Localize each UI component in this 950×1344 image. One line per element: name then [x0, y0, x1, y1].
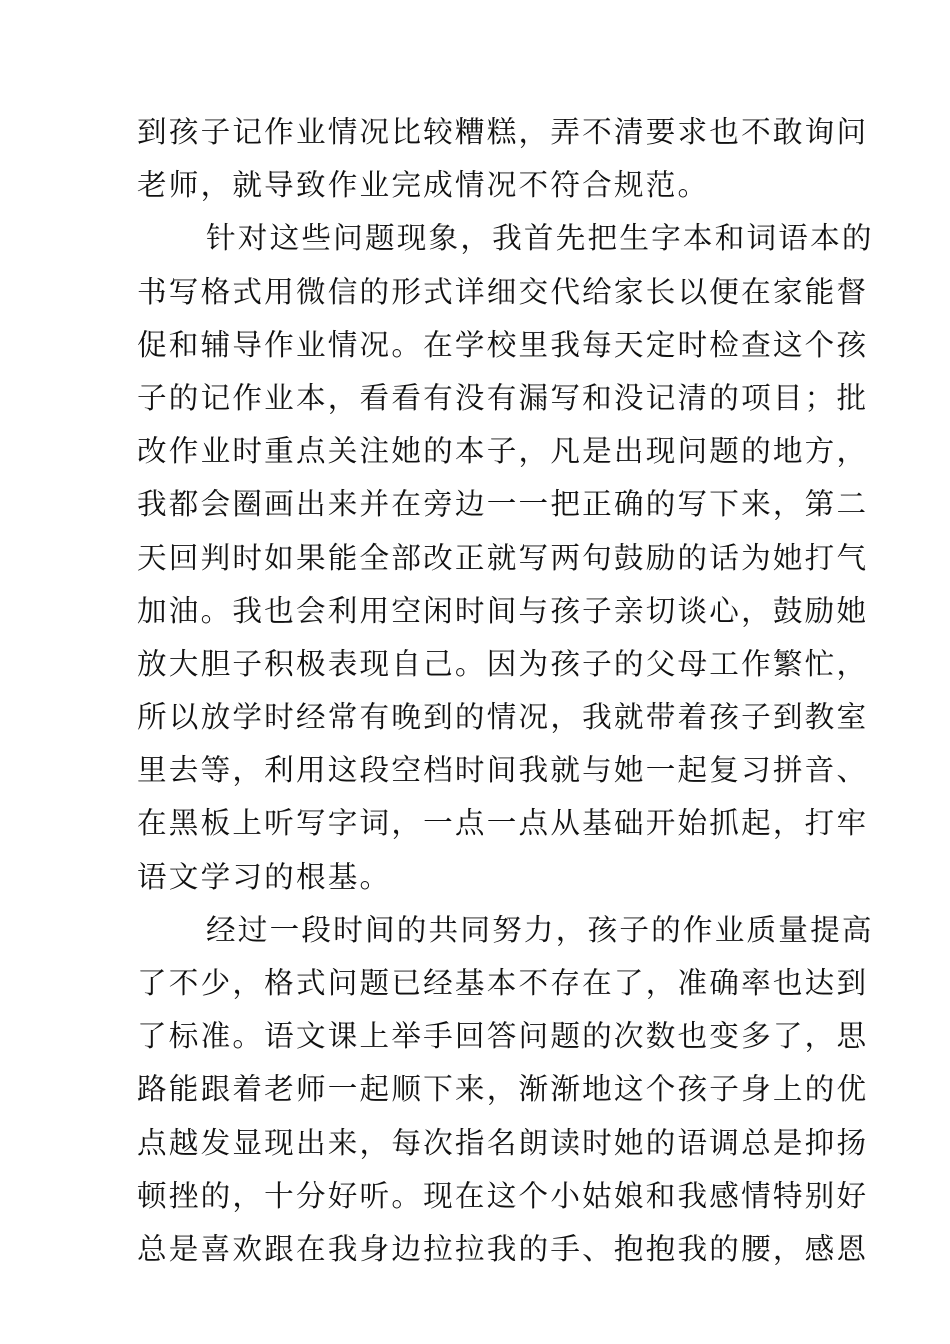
text-line: 我都会圈画出来并在旁边一一把正确的写下来，第二: [137, 487, 869, 522]
text-line: 了标准。语文课上举手回答问题的次数也变多了，思: [137, 1019, 869, 1054]
text-line: 点越发显现出来，每次指名朗读时她的语调总是抑扬: [137, 1125, 869, 1160]
text-line: 改作业时重点关注她的本子，凡是出现问题的地方，: [137, 434, 869, 469]
paragraph-first-line: 针对这些问题现象，我首先把生字本和词语本的: [206, 221, 874, 256]
text-line: 天回判时如果能全部改正就写两句鼓励的话为她打气: [137, 540, 869, 575]
text-line: 里去等，利用这段空档时间我就与她一起复习拼音、: [137, 753, 869, 788]
text-line: 路能跟着老师一起顺下来，渐渐地这个孩子身上的优: [137, 1072, 869, 1107]
text-line: 促和辅导作业情况。在学校里我每天定时检查这个孩: [137, 327, 869, 362]
text-line: 放大胆子积极表现自己。因为孩子的父母工作繁忙，: [137, 646, 869, 681]
document-body: [137, 106, 874, 1276]
text-line: 语文学习的根基。: [137, 859, 392, 894]
text-line: 在黑板上听写字词，一点一点从基础开始抓起，打牢: [137, 806, 869, 841]
text-line: 了不少，格式问题已经基本不存在了，准确率也达到: [137, 966, 869, 1000]
text-line: 加油。我也会利用空闲时间与孩子亲切谈心，鼓励她: [137, 593, 869, 628]
paragraph-first-line: 经过一段时间的共同努力，孩子的作业质量提高: [206, 912, 874, 947]
text-line: 总是喜欢跟在我身边拉拉我的手、抱抱我的腰，感恩: [137, 1231, 869, 1266]
text-line: 书写格式用微信的形式详细交代给家长以便在家能督: [137, 274, 869, 309]
text-line: 子的记作业本，看看有没有漏写和没记清的项目；批: [137, 380, 869, 415]
text-line: 老师，就导致作业完成情况不符合规范。: [137, 168, 710, 203]
text-line: 顿挫的，十分好听。现在这个小姑娘和我感情特别好: [137, 1178, 869, 1213]
text-line: 所以放学时经常有晚到的情况，我就带着孩子到教室: [137, 700, 869, 735]
text-line: 到孩子记作业情况比较糟糕，弄不清要求也不敢询问: [137, 115, 869, 149]
